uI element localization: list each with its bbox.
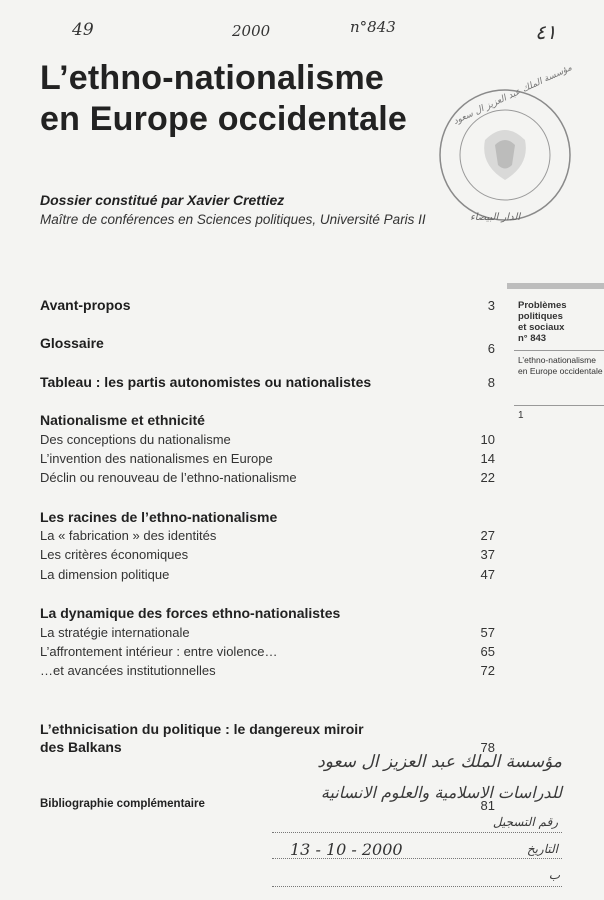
toc-item[interactable] (40, 547, 495, 562)
library-stamp-line (272, 832, 562, 833)
sidebar-bar (507, 283, 604, 289)
toc-label: L’affrontement intérieur : entre violence… (40, 644, 278, 659)
toc-page: 57 (480, 625, 495, 640)
toc-item-avant-propos[interactable] (40, 297, 495, 313)
toc-label: La stratégie internationale (40, 625, 190, 640)
page-title (40, 58, 407, 140)
toc-item[interactable] (40, 470, 495, 485)
toc-section-heading: Nationalisme et ethnicité (40, 412, 205, 428)
sidebar-heading (518, 300, 567, 344)
sidebar-divider (514, 350, 604, 351)
library-stamp-last: ب (548, 868, 560, 882)
toc-page: 47 (480, 567, 495, 582)
library-stamp-reg: رقم التسجيل (492, 815, 558, 829)
toc-page: 14 (480, 451, 495, 466)
library-stamp-date-label: التاريخ (526, 842, 558, 856)
toc-label: L’invention des nationalismes en Europe (40, 451, 273, 466)
sidebar-heading-line: n° 843 (518, 333, 547, 344)
dossier-affiliation: Maître de conférences en Sciences politiques, Université Paris II (40, 212, 426, 227)
toc-label: Déclin ou renouveau de l’ethno-nationalisme (40, 470, 297, 485)
toc-label: La dimension politique (40, 567, 170, 582)
toc-item-bibliographie[interactable]: Bibliographie complémentaire (40, 798, 205, 810)
toc-item[interactable] (40, 432, 495, 447)
toc-page: 22 (480, 470, 495, 485)
library-stamp-line1: مؤسسة الملك عبد العزيز ال سعود (317, 752, 562, 772)
library-stamp-line2: للدراسات الاسلامية والعلوم الانسانية (320, 783, 562, 802)
library-stamp-line (272, 886, 562, 887)
toc-page: 10 (480, 432, 495, 447)
toc-item[interactable] (40, 451, 495, 466)
toc-page: 3 (487, 298, 495, 313)
toc-page: 78 (480, 740, 495, 755)
title-line-1: L’ethno-nationalisme (40, 59, 385, 97)
toc-item-tableau[interactable] (40, 374, 495, 390)
sidebar-page-number: 1 (518, 410, 524, 421)
dossier-credit: Dossier constitué par Xavier Crettiez (40, 192, 285, 208)
toc-page: 6 (487, 341, 495, 356)
toc-label: Les critères économiques (40, 547, 189, 562)
stamp-text: مؤسسة الملك عبد العزيز ال سعود (451, 63, 574, 127)
toc-page: 37 (480, 547, 495, 562)
sidebar-title (518, 355, 604, 377)
toc-label: Avant-propos (40, 297, 131, 313)
toc-item[interactable] (40, 644, 495, 659)
toc-label: des Balkans (40, 739, 122, 755)
toc-label: Des conceptions du nationalisme (40, 432, 231, 447)
toc-item[interactable] (40, 663, 495, 678)
toc-page: 65 (480, 644, 495, 659)
toc-label: La « fabrication » des identités (40, 528, 217, 543)
toc-label: L’ethnicisation du politique : le dangereux miroir (40, 721, 364, 737)
toc-item[interactable] (40, 567, 495, 582)
toc-item[interactable] (40, 625, 495, 640)
handwritten-mark: ٤١ (535, 20, 557, 44)
sidebar-heading-line: Problèmes (518, 300, 567, 311)
toc-page: 81 (480, 798, 495, 813)
title-line-2: en Europe occidentale (40, 100, 407, 138)
sidebar-heading-line: et sociaux (518, 322, 565, 333)
toc-section-heading: La dynamique des forces ethno-nationalistes (40, 605, 341, 621)
toc-page: 27 (480, 528, 495, 543)
toc-page: 72 (480, 663, 495, 678)
handwritten-year: 2000 (232, 22, 271, 40)
toc-item[interactable] (40, 528, 495, 543)
toc-label: Tableau : les partis autonomistes ou nationalistes (40, 374, 372, 390)
sidebar-title-line: L’ethno-nationalisme (518, 355, 596, 365)
toc-section-heading: Les racines de l’ethno-nationalisme (40, 509, 278, 525)
sidebar-title-line: en Europe occidentale (518, 366, 603, 376)
sidebar-heading-line: politiques (518, 311, 563, 322)
toc-item-glossaire[interactable] (40, 335, 495, 356)
toc-label: …et avancées institutionnelles (40, 663, 216, 678)
handwritten-issue: n°843 (350, 18, 396, 36)
library-stamp-line (272, 858, 562, 859)
toc-label: Glossaire (40, 335, 104, 351)
toc-page: 8 (487, 375, 495, 390)
sidebar-divider (514, 405, 604, 406)
stamp-place: الدار البيضاء (470, 212, 521, 223)
library-stamp-date: 13 - 10 - 2000 (290, 840, 403, 859)
handwritten-number: 49 (72, 20, 94, 40)
